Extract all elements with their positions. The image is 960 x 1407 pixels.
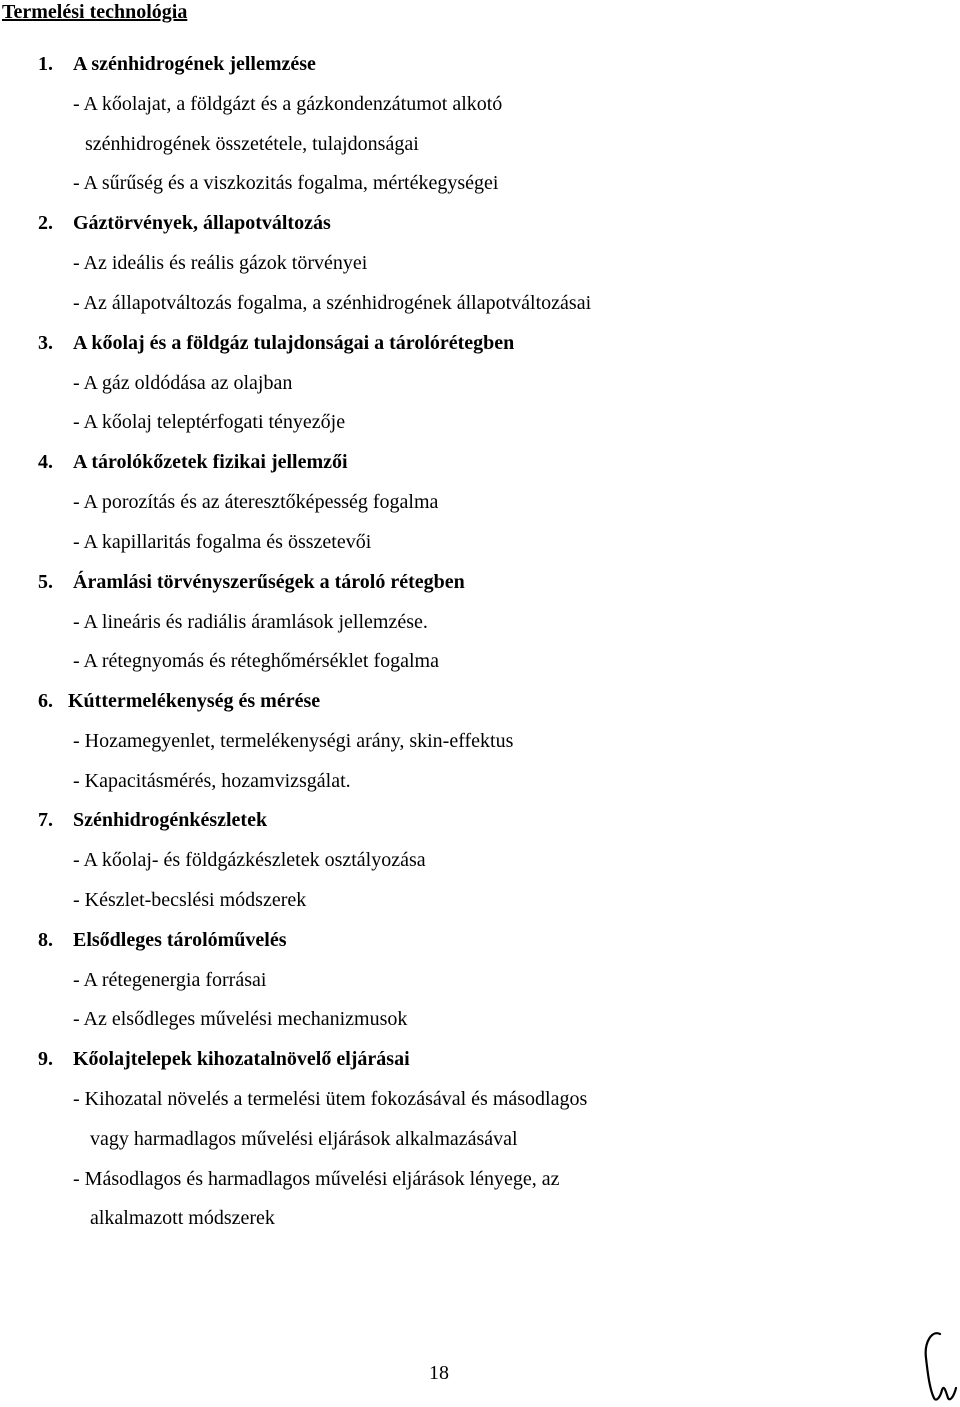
section-3-title: A kőolaj és a földgáz tulajdonságai a tárolórétegben bbox=[73, 332, 515, 354]
section-9-item-continuation: alkalmazott módszerek bbox=[90, 1207, 275, 1229]
section-8-title: Elsődleges tárolóművelés bbox=[73, 929, 287, 951]
section-7-item: - Készlet-becslési módszerek bbox=[73, 889, 307, 911]
section-8-number: 8. bbox=[38, 929, 53, 951]
section-9-item-continuation: vagy harmadlagos művelési eljárások alkalmazásával bbox=[90, 1128, 518, 1150]
section-2-item: - Az ideális és reális gázok törvényei bbox=[73, 252, 368, 274]
section-5-item: - A rétegnyomás és réteghőmérséklet fogalma bbox=[73, 650, 439, 672]
section-7-item: - A kőolaj- és földgázkészletek osztályozása bbox=[73, 849, 426, 871]
section-3-item: - A gáz oldódása az olajban bbox=[73, 372, 293, 394]
section-9-item: - Másodlagos és harmadlagos művelési eljárások lényege, az bbox=[73, 1168, 560, 1190]
section-7-number: 7. bbox=[38, 809, 53, 831]
section-1-item: - A kőolajat, a földgázt és a gázkondenzátumot alkotó bbox=[73, 93, 503, 115]
section-2-item: - Az állapotváltozás fogalma, a szénhidrogének állapotváltozásai bbox=[73, 292, 592, 314]
section-4-item: - A kapillaritás fogalma és összetevői bbox=[73, 531, 372, 553]
section-1-item: - A sűrűség és a viszkozitás fogalma, mértékegységei bbox=[73, 172, 499, 194]
page-number: 18 bbox=[429, 1362, 449, 1384]
section-3-item: - A kőolaj teleptérfogati tényezője bbox=[73, 411, 346, 433]
section-1-item-continuation: szénhidrogének összetétele, tulajdonságai bbox=[85, 133, 419, 155]
section-2-title: Gáztörvények, állapotváltozás bbox=[73, 212, 331, 234]
section-4-item: - A porozítás és az áteresztőképesség fogalma bbox=[73, 491, 439, 513]
section-8-item: - Az elsődleges művelési mechanizmusok bbox=[73, 1008, 408, 1030]
section-4-number: 4. bbox=[38, 451, 53, 473]
section-4-title: A tárolókőzetek fizikai jellemzői bbox=[73, 451, 348, 473]
section-6-item: - Hozamegyenlet, termelékenységi arány, skin-effektus bbox=[73, 730, 514, 752]
handwritten-signature bbox=[918, 1328, 958, 1404]
section-6-number: 6. bbox=[38, 690, 53, 712]
section-6-item: - Kapacitásmérés, hozamvizsgálat. bbox=[73, 770, 351, 792]
section-7-title: Szénhidrogénkészletek bbox=[73, 809, 268, 831]
section-1-title: A szénhidrogének jellemzése bbox=[73, 53, 316, 75]
section-2-number: 2. bbox=[38, 212, 53, 234]
section-9-item: - Kihozatal növelés a termelési ütem fokozásával és másodlagos bbox=[73, 1088, 588, 1110]
section-1-number: 1. bbox=[38, 53, 53, 75]
section-5-number: 5. bbox=[38, 571, 53, 593]
section-5-title: Áramlási törvényszerűségek a tároló rétegben bbox=[73, 571, 465, 593]
section-3-number: 3. bbox=[38, 332, 53, 354]
document-title: Termelési technológia bbox=[2, 1, 188, 23]
section-5-item: - A lineáris és radiális áramlások jellemzése. bbox=[73, 611, 428, 633]
section-9-number: 9. bbox=[38, 1048, 53, 1070]
section-8-item: - A rétegenergia forrásai bbox=[73, 969, 267, 991]
section-6-title: Kúttermelékenység és mérése bbox=[68, 690, 321, 712]
section-9-title: Kőolajtelepek kihozatalnövelő eljárásai bbox=[73, 1048, 410, 1070]
